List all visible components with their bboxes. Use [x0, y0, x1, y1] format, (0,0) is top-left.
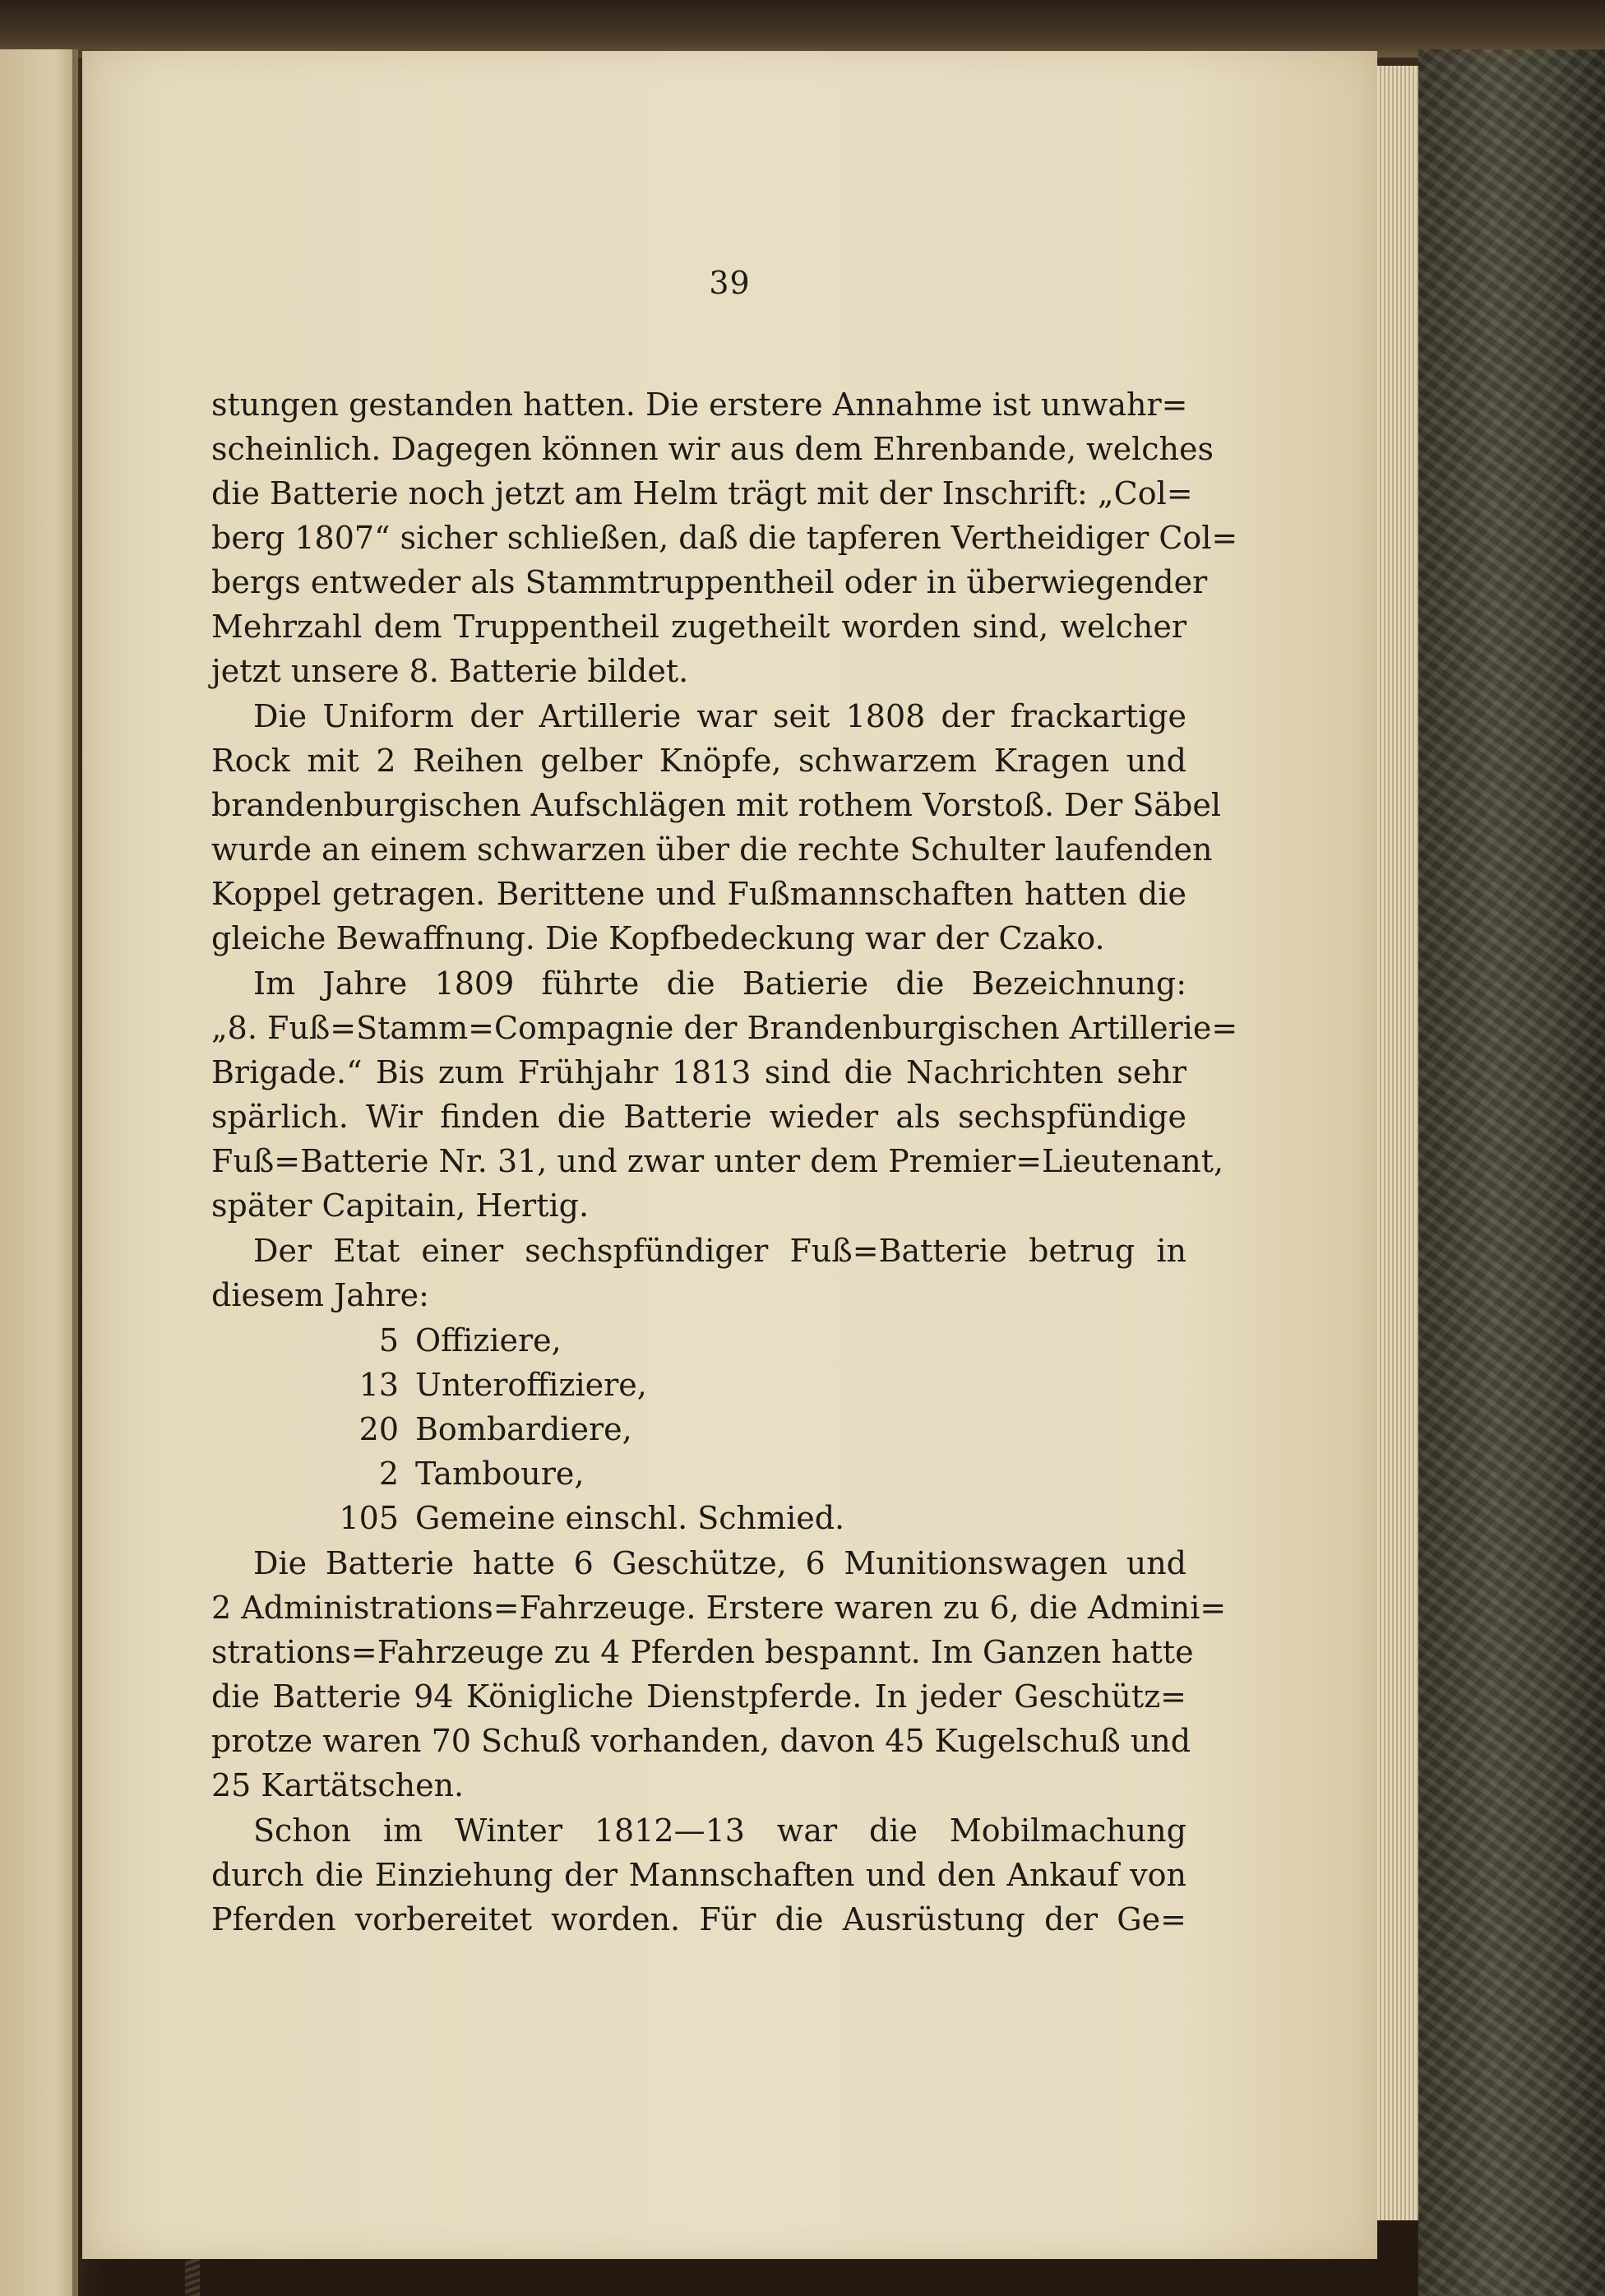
page-number: 39 [709, 265, 751, 301]
text-line: Die Batterie hatte 6 Geschütze, 6 Munitionswagen und [253, 1545, 1186, 1581]
text-line: die Batterie noch jetzt am Helm trägt mit der Inschrift: „Col= [211, 475, 1193, 512]
text-line: jetzt unsere 8. Batterie bildet. [211, 653, 689, 689]
text-line: Brigade.“ Bis zum Frühjahr 1813 sind die Nachrichten sehr [211, 1054, 1186, 1090]
list-number: 5 [378, 1322, 399, 1359]
text-line: die Batterie 94 Königliche Dienstpferde. In jeder Geschütz= [211, 1678, 1186, 1715]
book-cover-top [0, 0, 1605, 58]
text-line: Pferden vorbereitet worden. Für die Ausrüstung der Ge= [211, 1901, 1186, 1937]
text-line: berg 1807“ sicher schließen, daß die tapferen Vertheidiger Col= [211, 520, 1238, 556]
page-text [82, 51, 1377, 2259]
list-number: 13 [358, 1367, 399, 1403]
page-edges [1377, 66, 1418, 2220]
list-label: Unteroffiziere, [415, 1367, 647, 1403]
list-label: Bombardiere, [415, 1411, 632, 1447]
text-line: Mehrzahl dem Truppentheil zugetheilt worden sind, welcher [211, 609, 1186, 645]
text-line: Im Jahre 1809 führte die Batierie die Bezeichnung: [253, 965, 1186, 1002]
list-label: Offiziere, [415, 1322, 562, 1359]
list-number: 105 [339, 1500, 399, 1536]
text-line: wurde an einem schwarzen über die rechte Schulter laufenden [211, 831, 1213, 868]
text-line: diesem Jahre: [211, 1277, 429, 1313]
text-line: scheinlich. Dagegen können wir aus dem Ehrenbande, welches [211, 431, 1214, 467]
text-line: gleiche Bewaffnung. Die Kopfbedeckung war der Czako. [211, 920, 1105, 956]
text-line: Der Etat einer sechspfündiger Fuß=Batterie betrug in [253, 1233, 1186, 1269]
text-line: brandenburgischen Aufschlägen mit rothem Vorstoß. Der Säbel [211, 787, 1222, 823]
book-page [82, 51, 1377, 2259]
list-number: 2 [378, 1456, 399, 1492]
marbled-cover [1418, 49, 1605, 2296]
text-line: spärlich. Wir finden die Batterie wieder als sechspfündige [211, 1099, 1186, 1135]
text-line: Rock mit 2 Reihen gelber Knöpfe, schwarzem Kragen und [211, 743, 1186, 779]
list-label: Tamboure, [415, 1456, 585, 1492]
left-page-edge [0, 49, 78, 2296]
list-number: 20 [358, 1411, 399, 1447]
text-line: strations=Fahrzeuge zu 4 Pferden bespannt. Im Ganzen hatte [211, 1634, 1194, 1670]
text-line: bergs entweder als Stammtruppentheil oder in überwiegender [211, 564, 1208, 600]
list-label: Gemeine einschl. Schmied. [415, 1500, 845, 1536]
text-line: später Capitain, Hertig. [211, 1187, 590, 1224]
text-line: protze waren 70 Schuß vorhanden, davon 45 Kugelschuß und [211, 1723, 1191, 1759]
text-line: 2 Administrations=Fahrzeuge. Erstere waren zu 6, die Admini= [211, 1590, 1227, 1626]
text-line: 25 Kartätschen. [211, 1767, 465, 1803]
text-line: durch die Einziehung der Mannschaften und den Ankauf von [211, 1857, 1186, 1893]
text-line: stungen gestanden hatten. Die erstere Annahme ist unwahr= [211, 387, 1188, 423]
text-line: Fuß=Batterie Nr. 31, und zwar unter dem Premier=Lieutenant, [211, 1143, 1224, 1179]
text-line: Koppel getragen. Berittene und Fußmannschaften hatten die [211, 876, 1186, 912]
text-line: Die Uniform der Artillerie war seit 1808 der frackartige [253, 698, 1186, 734]
text-line: „8. Fuß=Stamm=Compagnie der Brandenburgischen Artillerie= [211, 1010, 1238, 1046]
text-line: Schon im Winter 1812—13 war die Mobilmachung [253, 1812, 1186, 1849]
